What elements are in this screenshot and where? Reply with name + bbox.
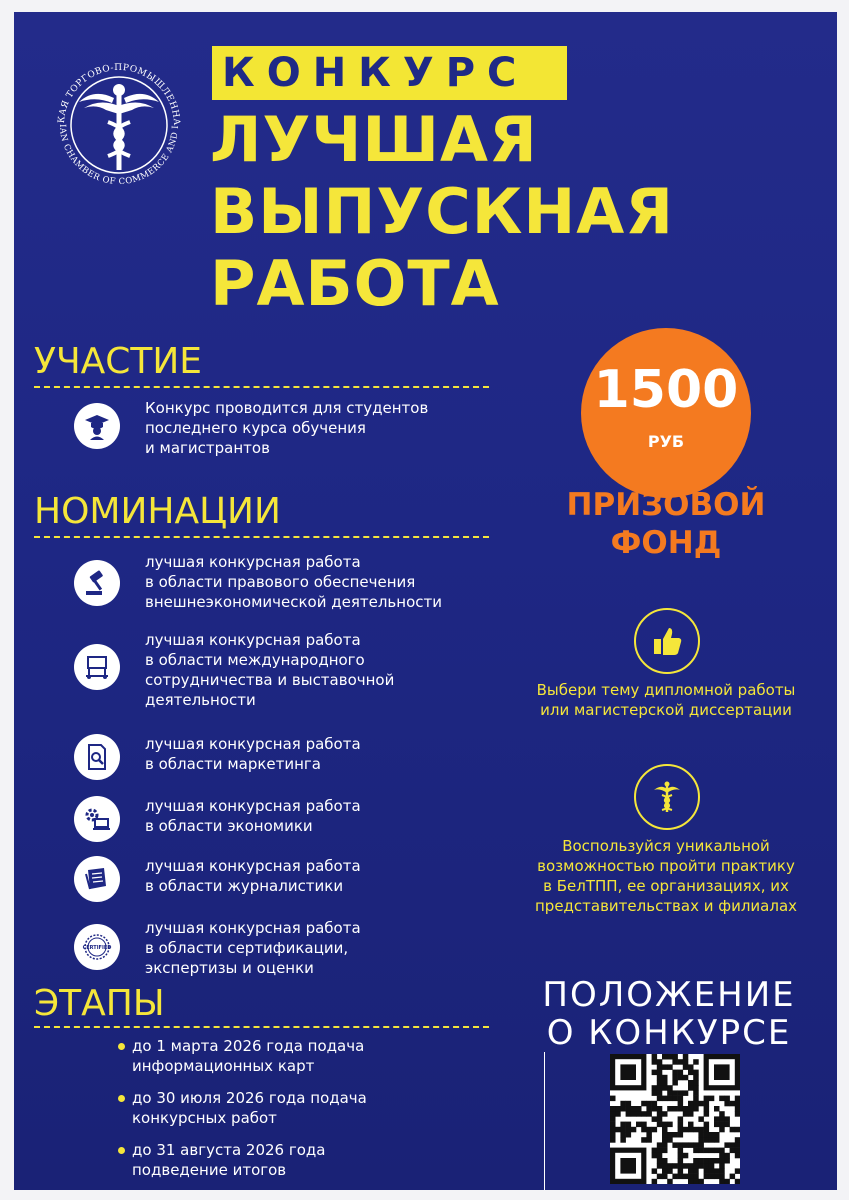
divider: [544, 1052, 545, 1190]
stage-item: [132, 1036, 364, 1076]
qr-code-icon[interactable]: [610, 1054, 740, 1184]
stage-item: [132, 1088, 367, 1128]
promo-line: Выбери тему дипломной работы: [536, 681, 796, 699]
nomination-item: [145, 630, 394, 710]
promo-line: возможностью пройти практику: [537, 857, 795, 875]
stamp-text: CERTIFIED: [82, 945, 112, 951]
thumbs-up-icon: [634, 608, 700, 674]
logo-org-ru: КАЯ ТОРГОВО-ПРОМЫШЛЕННА: [56, 62, 182, 127]
nomination-line: лучшая конкурсная работа: [145, 553, 361, 571]
caduceus-icon: [634, 764, 700, 830]
nomination-item: [145, 734, 361, 774]
bullet-icon: [118, 1147, 125, 1154]
divider: [34, 386, 489, 388]
nomination-line: в области сертификации,: [145, 939, 349, 957]
nomination-line: экспертизы и оценки: [145, 959, 314, 977]
nomination-item: [145, 552, 442, 612]
prize-currency: РУБ: [647, 432, 685, 451]
nomination-line: внешнеэкономической деятельности: [145, 593, 442, 611]
nomination-line: лучшая конкурсная работа: [145, 919, 361, 937]
nomination-line: в области правового обеспечения: [145, 573, 416, 591]
stage-line: до 1 марта 2026 года подача: [132, 1037, 365, 1055]
svg-text:БЕЛОРУССКАЯ ТОРГОВО-ПРОМЫШЛЕНН: [34, 40, 181, 126]
participation-heading: УЧАСТИЕ: [34, 341, 203, 382]
nomination-item: [145, 918, 361, 978]
title-line-1: ЛУЧШАЯ: [210, 103, 538, 176]
participation-line: и магистрантов: [145, 439, 270, 457]
promo-line: представительствах и филиалах: [534, 897, 798, 915]
gavel-icon: [74, 560, 120, 606]
nomination-line: в области журналистики: [145, 877, 344, 895]
title-kicker: КОНКУРС: [222, 50, 529, 96]
promo-text: [509, 836, 823, 916]
nomination-item: [145, 856, 361, 896]
nomination-line: лучшая конкурсная работа: [145, 797, 361, 815]
nomination-line: в области маркетинга: [145, 755, 322, 773]
logo-org-en: IAN CHAMBER OF COMMERCE AND I: [56, 124, 182, 188]
caduceus-icon: [79, 84, 159, 170]
divider: [34, 536, 489, 538]
promo-text: [509, 680, 823, 720]
document-search-icon: [74, 734, 120, 780]
participation-text: [145, 398, 428, 458]
stage-line: конкурсных работ: [132, 1109, 277, 1127]
participation-line: последнего курса обучения: [145, 419, 366, 437]
nomination-line: лучшая конкурсная работа: [145, 735, 361, 753]
bullet-icon: [118, 1095, 125, 1102]
stage-line: подведение итогов: [132, 1161, 287, 1179]
prize-fund-line: ПРИЗОВОЙ: [566, 487, 766, 523]
poster: [14, 12, 837, 1190]
chamber-logo: [34, 40, 204, 210]
divider: [34, 1026, 489, 1028]
svg-text:BELARUSIAN CHAMBER OF COMMERCE: [34, 40, 181, 187]
exhibition-stand-icon: [74, 644, 120, 690]
graduate-icon: [74, 403, 120, 449]
stage-line: до 31 августа 2026 года: [132, 1141, 326, 1159]
nomination-line: в области международного: [145, 651, 365, 669]
stage-line: до 30 июля 2026 года подача: [132, 1089, 367, 1107]
prize-fund-label: [529, 486, 803, 562]
regulation-title[interactable]: [519, 976, 819, 1052]
stages-heading: ЭТАПЫ: [34, 983, 165, 1024]
nominations-heading: НОМИНАЦИИ: [34, 491, 281, 532]
qr-code-graphic: [610, 1054, 740, 1184]
nomination-line: деятельности: [145, 691, 256, 709]
promo-line: Воспользуйся уникальной: [562, 837, 770, 855]
regulation-line: ПОЛОЖЕНИЕ: [542, 975, 796, 1015]
newspaper-icon: [74, 856, 120, 902]
nomination-item: [145, 796, 361, 836]
promo-line: в БелТПП, ее организациях, их: [543, 877, 789, 895]
certified-stamp-icon: [74, 924, 120, 970]
title-line-2: ВЫПУСКНАЯ: [210, 175, 674, 248]
regulation-line: О КОНКУРСЕ: [546, 1013, 792, 1053]
prize-amount: 1500: [593, 360, 739, 420]
prize-fund-line: ФОНД: [610, 525, 722, 561]
stage-line: информационных карт: [132, 1057, 315, 1075]
promo-line: или магистерской диссертации: [540, 701, 792, 719]
gears-laptop-icon: [74, 796, 120, 842]
nomination-line: в области экономики: [145, 817, 313, 835]
stage-item: [132, 1140, 325, 1180]
title-line-3: РАБОТА: [210, 247, 500, 320]
nomination-line: сотрудничества и выставочной: [145, 671, 395, 689]
participation-line: Конкурс проводится для студентов: [145, 399, 429, 417]
nomination-line: лучшая конкурсная работа: [145, 857, 361, 875]
bullet-icon: [118, 1043, 125, 1050]
nomination-line: лучшая конкурсная работа: [145, 631, 361, 649]
